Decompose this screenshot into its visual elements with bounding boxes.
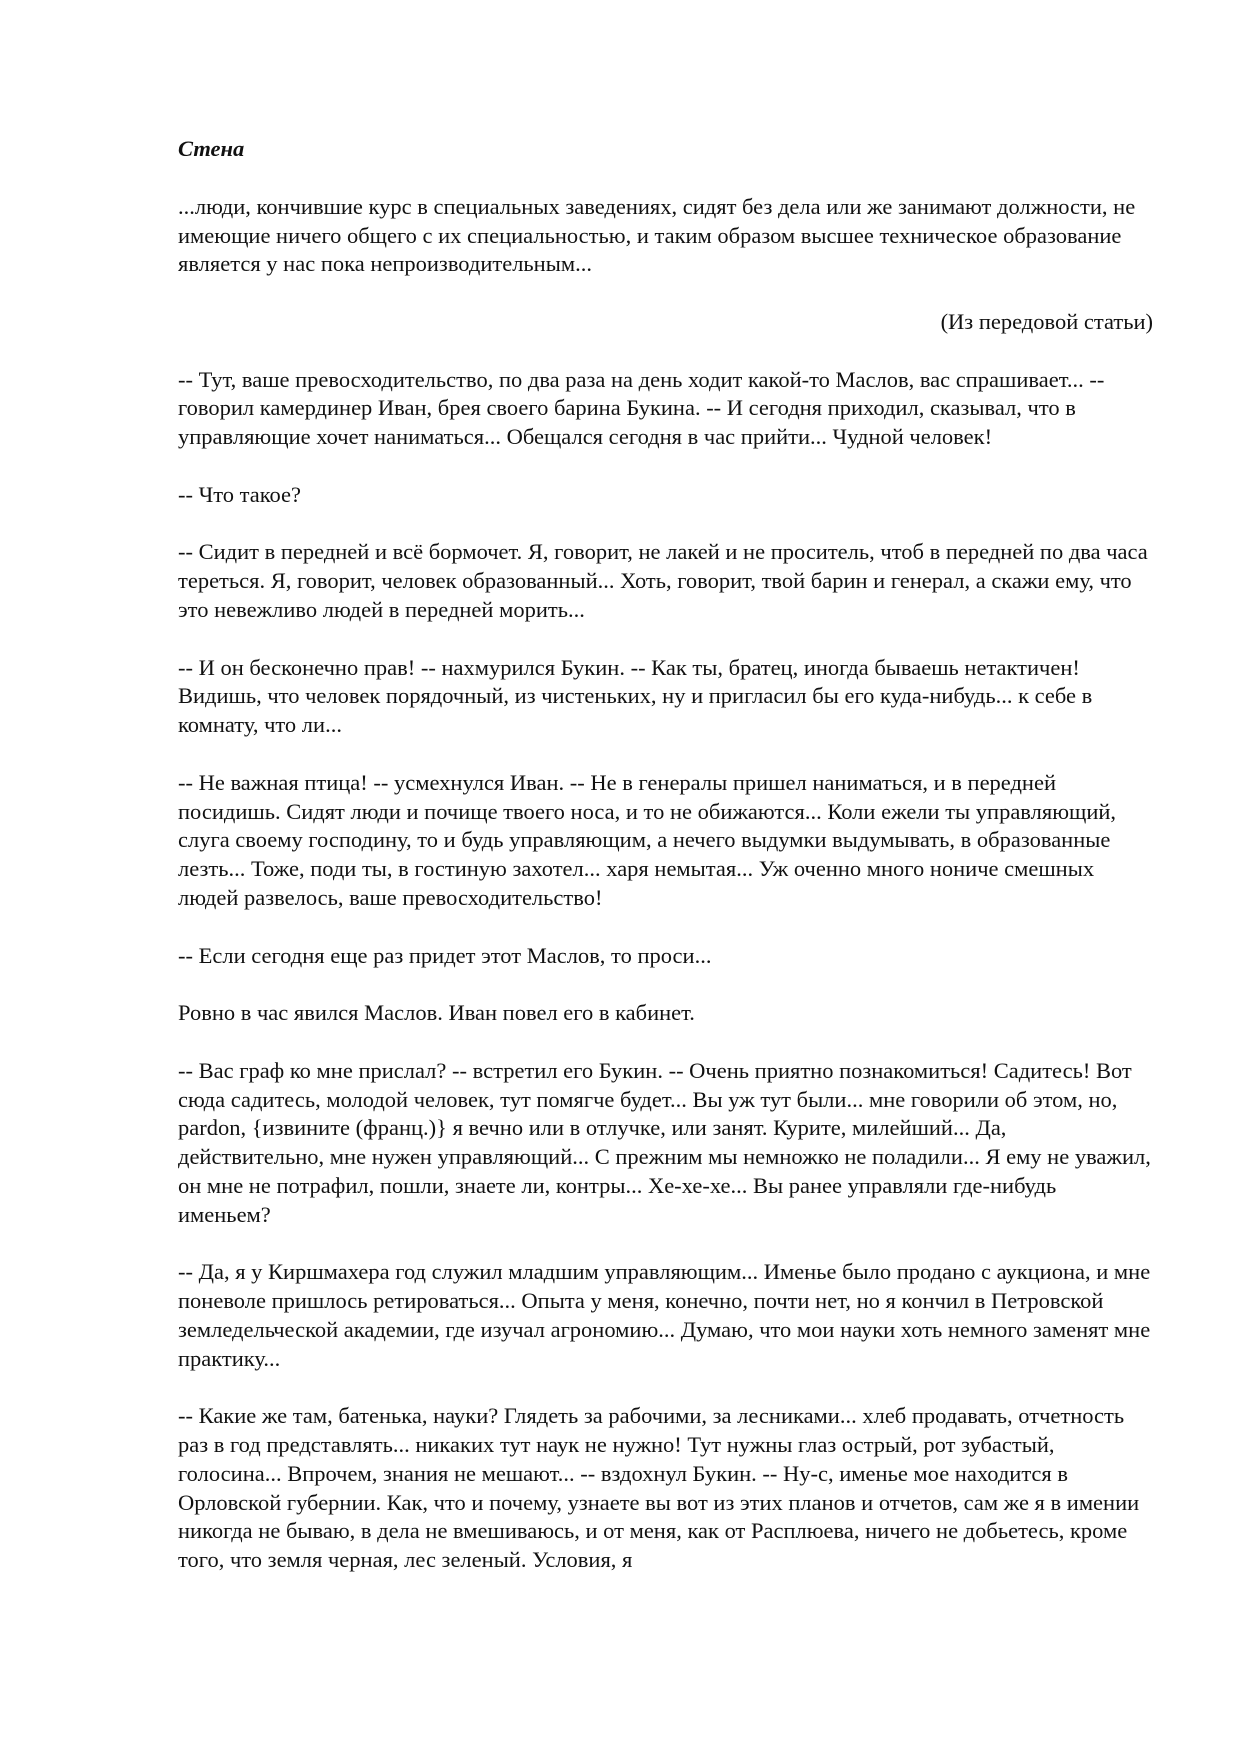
document-body [178,135,1153,1604]
paragraph: -- Если сегодня еще раз придет этот Маслов, то проси... [178,942,712,968]
paragraph: Ровно в час явился Маслов. Иван повел его в кабинет. [178,1000,695,1026]
paragraph: -- Тут, ваше превосходительство, по два раза на день ходит какой-то Маслов, вас спрашивает... -- говорил камердинер Иван, брея своего барина Букина. -- И сегодня приходил, сказывал, что в управляющие хочет наниматься... Обещался сегодня в час прийти... Чудной человек! [178,366,1105,450]
epigraph: ...люди, кончившие курс в специальных заведениях, сидят без дела или же занимают должности, не имеющие ничего общего с их специальностью, и таким образом высшее техническое образование является у нас пока непроизводительным... [178,193,1136,277]
document-title: Стена [178,136,245,161]
paragraph: -- Что такое? [178,481,302,507]
paragraph: -- Какие же там, батенька, науки? Глядеть за рабочими, за лесниками... хлеб продавать, отчетность раз в год представлять... никаких тут наук не нужно! Тут нужны глаз острый, рот зубастый, голосина... Впрочем, знания не мешают... -- вздохнул Букин. -- Ну-с, именье мое находится в Орловской губернии. Как, что и почему, узнаете вы вот из этих планов и отчетов, сам же я в имении никогда не бываю, в дела не вмешиваюсь, и от меня, как от Расплюева, ничего не добьетесь, кроме того, что земля черная, лес зеленый. Условия, я [178,1403,1140,1573]
epigraph-source: (Из передовой статьи) [940,308,1153,334]
paragraph: -- Не важная птица! -- усмехнулся Иван. -- Не в генералы пришел наниматься, и в передней посидишь. Сидят люди и почище твоего носа, и то не обижаются... Коли ежели ты управляющий, слуга своему господину, то и будь управляющим, а нечего выдумки выдумывать, в образованные лезть... Тоже, поди ты, в гостиную захотел... харя немытая... Уж оченно много нониче смешных людей развелось, ваше превосходительство! [178,769,1117,910]
paragraph: -- Вас граф ко мне прислал? -- встретил его Букин. -- Очень приятно познакомиться! Садитесь! Вот сюда садитесь, молодой человек, тут помягче будет... Вы уж тут были... мне говорили об этом, но, pardon, {извините (франц.)} я вечно или в отлучке, или занят. Курите, милейший... Да, действительно, мне нужен управляющий... С прежним мы немножко не поладили... Я ему не уважил, он мне не потрафил, пошли, знаете ли, контры... Хе-хе-хе... Вы ранее управляли где-нибудь именьем? [178,1057,1151,1227]
paragraph: -- Да, я у Киршмахера год служил младшим управляющим... Именье было продано с аукциона, и мне поневоле пришлось ретироваться... Опыта у меня, конечно, почти нет, но я кончил в Петровской земледельческой академии, где изучал агрономию... Думаю, что мои науки хоть немного заменят мне практику... [178,1259,1151,1371]
paragraph: -- Сидит в передней и всё бормочет. Я, говорит, не лакей и не проситель, чтоб в передней по два часа тереться. Я, говорит, человек образованный... Хоть, говорит, твой барин и генерал, а скажи ему, что это невежливо людей в передней морить... [178,539,1148,622]
paragraph: -- И он бесконечно прав! -- нахмурился Букин. -- Как ты, братец, иногда бываешь нетактичен! Видишь, что человек порядочный, из чистеньких, ну и пригласил бы его куда-нибудь... к себе в комнату, что ли... [178,654,1093,738]
